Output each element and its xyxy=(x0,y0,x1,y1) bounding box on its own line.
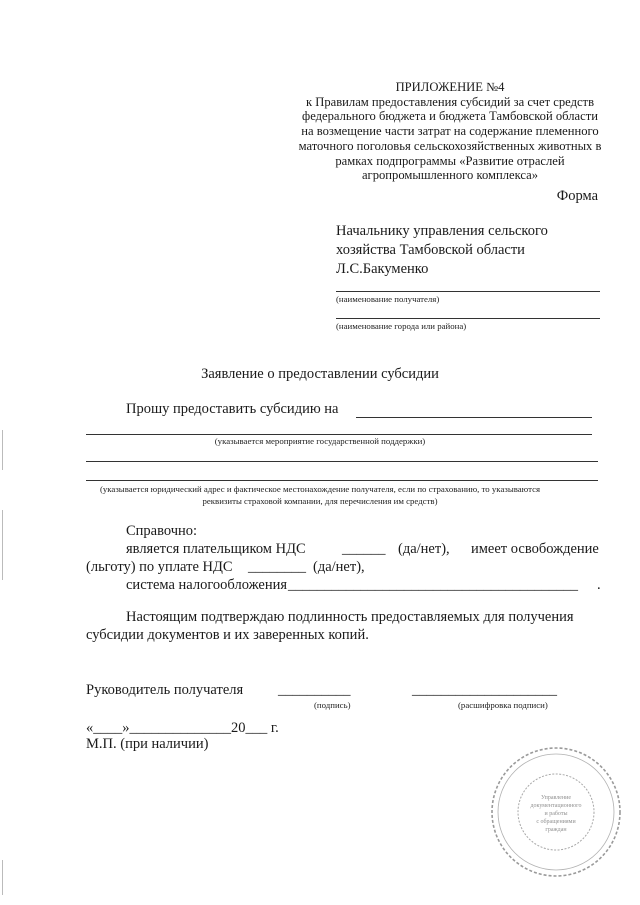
date-year-suffix: г. xyxy=(270,720,279,736)
vat-exemption-line-start: (льготу) по уплате НДС xyxy=(86,559,233,575)
address-line-2[interactable] xyxy=(86,480,598,481)
recipient-line[interactable] xyxy=(336,291,600,292)
appendix-line: федерального бюджета и бюджета Тамбовской области xyxy=(302,109,598,124)
subsidy-purpose-line[interactable] xyxy=(356,417,592,418)
head-label: Руководитель получателя xyxy=(86,682,244,698)
stamp-text-line: граждан xyxy=(545,827,567,833)
stamp-text-line: Управление xyxy=(540,795,572,801)
vat-exemption-blank[interactable]: ________ xyxy=(248,559,306,575)
appendix-heading: ПРИЛОЖЕНИЕ №4 xyxy=(395,80,505,94)
seal-label: М.П. (при наличии) xyxy=(86,736,209,752)
city-line[interactable] xyxy=(336,318,600,319)
appendix-line: агропромышленного комплекса» xyxy=(361,168,539,183)
document-title: Заявление о предоставлении субсидии xyxy=(201,366,439,382)
vat-yes-no: (да/нет), xyxy=(398,541,450,557)
appendix-header xyxy=(270,80,630,183)
stamp-seal-icon xyxy=(486,742,626,882)
address-caption-cont: реквизиты страховой компании, для перечисления им средств) xyxy=(202,496,438,506)
signature-blank[interactable]: __________ xyxy=(278,682,351,698)
date-year-prefix: 20 xyxy=(231,720,246,736)
addressee-line: хозяйства Тамбовской области xyxy=(336,242,525,258)
date-line xyxy=(86,720,279,737)
addressee-line: Л.С.Бакуменко xyxy=(336,261,429,277)
date-month-blank[interactable]: ______________ xyxy=(129,720,231,736)
tax-system-blank[interactable]: ________________________________________ xyxy=(288,577,578,593)
city-caption: (наименование города или района) xyxy=(336,321,467,331)
vat-payer-text: является плательщиком НДС xyxy=(126,541,306,557)
vat-exemption-line-end: (да/нет), xyxy=(313,559,365,575)
date-day-blank[interactable]: ____ xyxy=(93,720,123,736)
confirmation-line-cont: субсидии документов и их заверенных копий. xyxy=(86,627,369,643)
scan-artifact xyxy=(2,860,3,895)
appendix-line: маточного поголовья сельскохозяйственных животных в xyxy=(298,138,602,153)
addressee-block xyxy=(336,222,548,279)
date-close-quote: » xyxy=(122,720,130,736)
addressee-line: Начальнику управления сельского xyxy=(336,223,548,239)
date-year-blank[interactable]: ___ xyxy=(245,720,268,736)
stamp-text-line: документационного xyxy=(530,803,582,809)
address-line-1[interactable] xyxy=(86,461,598,462)
name-decode-caption: (расшифровка подписи) xyxy=(458,700,548,710)
measure-caption: (указывается мероприятие государственной поддержки) xyxy=(214,436,426,446)
address-caption: (указывается юридический адрес и фактическое местонахождение получателя, если по страхованию, то указываются xyxy=(99,484,541,494)
tax-system-text: система налогообложения xyxy=(126,577,288,593)
scan-artifact xyxy=(2,430,3,470)
tax-system-end: . xyxy=(597,577,601,593)
signature-caption: (подпись) xyxy=(314,700,351,710)
confirmation-line: Настоящим подтверждаю подлинность предоставляемых для получения xyxy=(126,609,574,625)
appendix-line: на возмещение части затрат на содержание племенного xyxy=(301,124,599,139)
reference-label: Справочно: xyxy=(126,523,198,539)
name-decode-blank[interactable]: ____________________ xyxy=(412,682,557,698)
measure-line[interactable] xyxy=(86,434,592,435)
form-label: Форма xyxy=(556,188,598,204)
date-open-quote: « xyxy=(86,720,94,736)
stamp-text-line: с обращениями xyxy=(536,819,576,825)
scan-artifact xyxy=(2,510,3,580)
exemption-text: имеет освобождение xyxy=(471,541,599,557)
request-text: Прошу предоставить субсидию на xyxy=(126,401,339,417)
appendix-line: рамках подпрограммы «Развитие отраслей xyxy=(335,153,565,168)
appendix-line: к Правилам предоставления субсидий за счет средств xyxy=(305,94,595,109)
recipient-caption: (наименование получателя) xyxy=(336,294,440,304)
stamp-text-line: и работы xyxy=(544,811,568,817)
vat-blank[interactable]: ______ xyxy=(342,541,386,557)
